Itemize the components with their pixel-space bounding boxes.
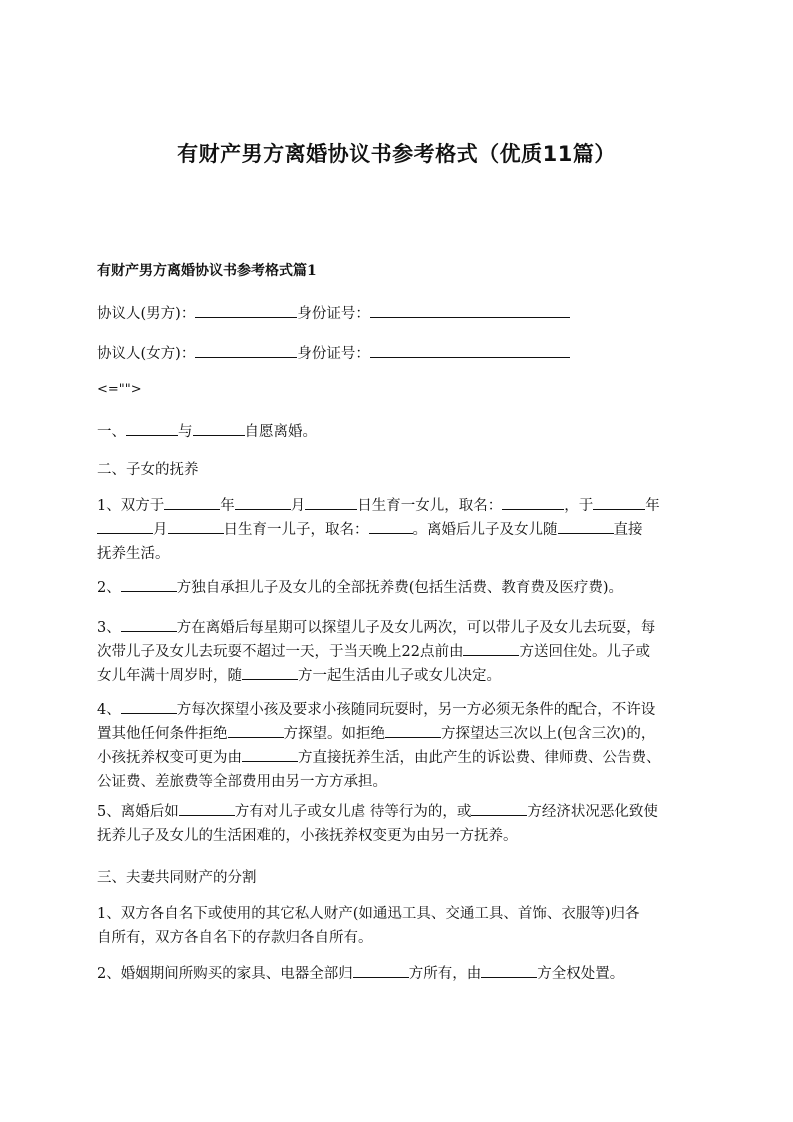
blank-field xyxy=(481,963,537,978)
party-female-line: 协议人(女方)： 身份证号： xyxy=(97,342,705,366)
property-item-1: 1、双方各自名下或使用的其它私人财产(如通迅工具、交通工具、首饰、衣服等)归各 自所有，双方各自名下的存款归各自所有。 xyxy=(97,906,640,946)
blank-field xyxy=(168,519,224,534)
item-1: 1、双方于 年 月 日生育一女儿，取名： ，于 年 月 日生育一儿子，取名： 。离婚后儿子及女儿随 直接 抚养生活。 xyxy=(97,494,705,566)
blank-field xyxy=(463,641,519,656)
blank-field xyxy=(370,343,570,358)
blank-field xyxy=(235,495,291,510)
blank-field xyxy=(179,801,235,816)
section-title: 有财产男方离婚协议书参考格式篇1 xyxy=(97,263,317,279)
blank-field xyxy=(121,577,177,592)
item-5: 5、离婚后如 方有对儿子或女儿虐 待等行为的，或 方经济状况恶化致使 抚养儿子及女儿的生活困难的，小孩抚养权变更为由另一方抚养。 xyxy=(97,800,705,848)
odd-text: <=""> xyxy=(97,382,142,397)
clause-1: 一、 与 自愿离婚。 xyxy=(97,420,705,444)
blank-field xyxy=(242,747,298,762)
blank-field xyxy=(164,495,220,510)
item-4: 4、 方每次探望小孩及要求小孩随同玩耍时，另一方必须无条件的配合，不许设 置其他任何条件拒绝 方探望。如拒绝 方探望达三次以上(包含三次)的， 小孩抚养权变可更为由 方直接抚养生活，由此产生的诉讼费、律师费、公告费、 公证费、差旅费等全部费用由另一方方承担。 xyxy=(97,698,705,794)
clause-2-heading: 二、子女的抚养 xyxy=(97,462,199,478)
blank-field xyxy=(370,303,570,318)
clause-3-heading: 三、夫妻共同财产的分割 xyxy=(97,870,257,886)
blank-field xyxy=(126,421,178,436)
blank-field xyxy=(195,343,297,358)
blank-field xyxy=(97,519,153,534)
document-title: 有财产男方离婚协议书参考格式（优质11篇） xyxy=(177,142,616,166)
blank-field xyxy=(593,495,645,510)
item-2: 2、 方独自承担儿子及女儿的全部抚养费(包括生活费、教育费及医疗费)。 xyxy=(97,576,705,600)
blank-field xyxy=(195,303,297,318)
blank-field xyxy=(353,963,409,978)
blank-field xyxy=(121,617,177,632)
blank-field xyxy=(228,723,284,738)
blank-field xyxy=(193,421,245,436)
property-item-2: 2、婚姻期间所购买的家具、电器全部归 方所有，由 方全权处置。 xyxy=(97,962,705,986)
blank-field xyxy=(558,519,614,534)
blank-field xyxy=(369,519,413,534)
blank-field xyxy=(502,495,564,510)
blank-field xyxy=(471,801,527,816)
party-male-line: 协议人(男方)： 身份证号： xyxy=(97,302,705,326)
blank-field xyxy=(385,723,441,738)
blank-field xyxy=(121,699,177,714)
item-3: 3、 方在离婚后每星期可以探望儿子及女儿两次，可以带儿子及女儿去玩耍，每 次带儿子及女儿去玩耍不超过一天，于当天晚上22点前由 方送回住处。儿子或 女儿年满十周岁时，随 方一起生活由儿子或女儿决定。 xyxy=(97,616,705,688)
blank-field xyxy=(242,665,298,680)
blank-field xyxy=(305,495,357,510)
